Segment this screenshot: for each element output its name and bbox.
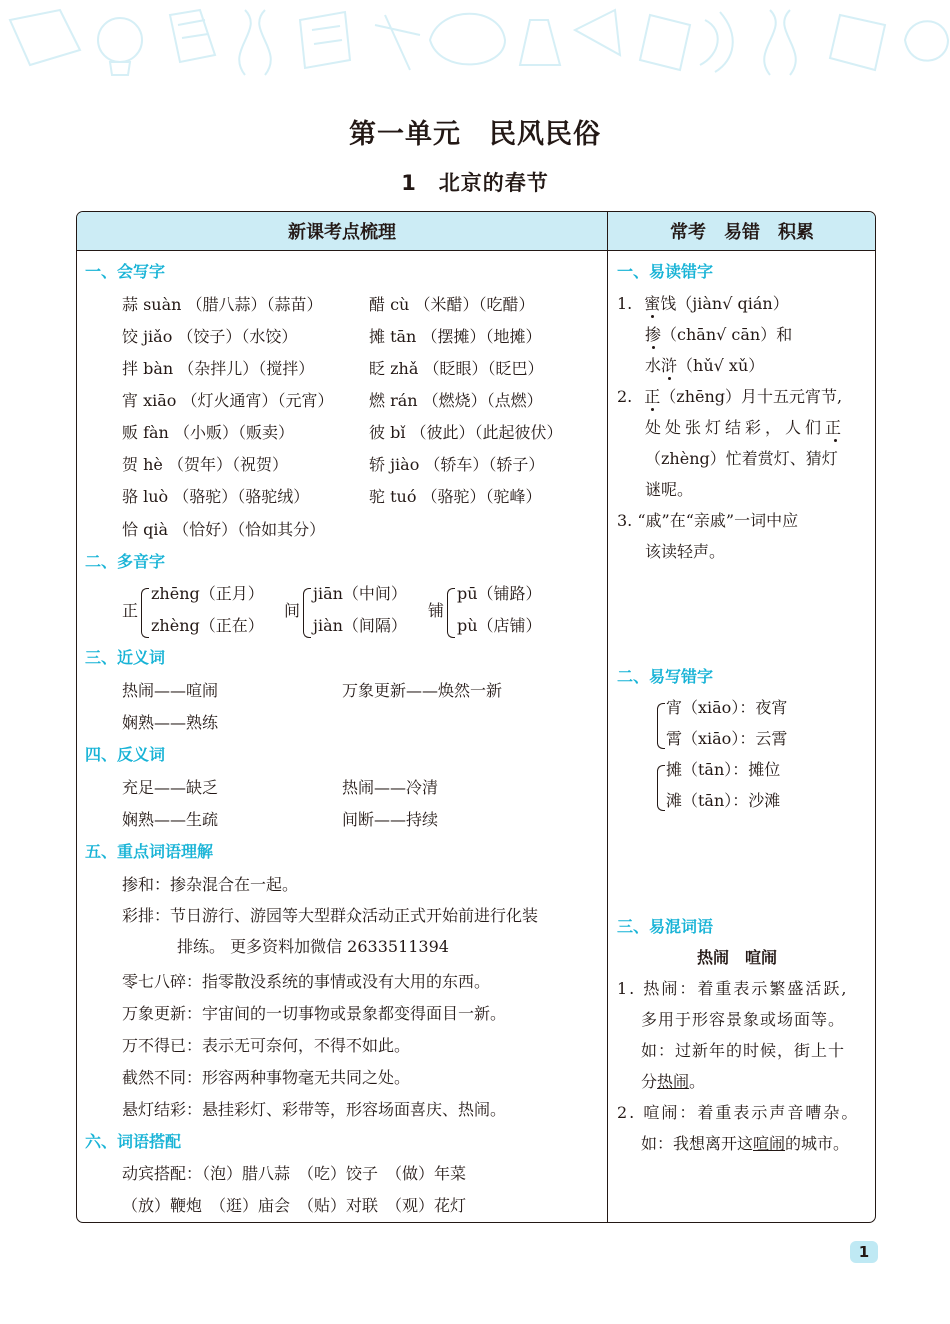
collocation-line: 动宾搭配：（泡）腊八蒜 （吃）饺子 （做）年菜 — [122, 1164, 467, 1183]
miswrite-item: 霄（xiāo）：云霄 — [666, 729, 788, 748]
synonym-pair: 万象更新——焕然一新 — [342, 681, 503, 700]
write-char-entry: 彼 bǐ （彼此）（此起彼伏） — [369, 423, 563, 442]
underlined-word: 热闹 — [657, 1072, 690, 1091]
misread-text: 谜呢。 — [645, 480, 694, 499]
dotted-char: 蜜 — [644, 294, 661, 313]
misread-text: 3. “戚”在“亲戚”一词中应 — [617, 511, 799, 530]
antonym-pair: 间断——持续 — [342, 810, 439, 829]
misread-item — [645, 355, 764, 377]
underlined-word: 喧闹 — [753, 1134, 786, 1153]
confusing-text: 1. 热闹：着重表示繁盛活跃, — [617, 979, 849, 998]
write-char-entry: 摊 tān （摆摊）（地摊） — [369, 327, 542, 346]
polyphone-reading: pù（店铺） — [457, 616, 542, 635]
write-char-entry: 恰 qià （恰好）（恰如其分） — [122, 520, 326, 539]
polyphone-reading: jiān（中间） — [313, 584, 407, 603]
dotted-char: 正 — [825, 418, 846, 437]
section-title-write-chars: 一、会写字 — [85, 262, 166, 281]
word-definition: 万不得已：表示无可奈何，不得不如此。 — [122, 1036, 411, 1055]
polyphone-char: 间 — [284, 601, 301, 620]
section-title-antonyms: 四、反义词 — [85, 745, 166, 764]
antonym-pair: 热闹——冷清 — [342, 778, 439, 797]
collocation-line: （放）鞭炮 （逛）庙会 （贴）对联 （观）花灯 — [122, 1196, 467, 1215]
confusing-text: 多用于形容景象或场面等。 — [641, 1010, 846, 1029]
misread-item — [645, 324, 792, 346]
confusing-example — [641, 1133, 849, 1155]
misread-text: （chān√ cān）和 — [661, 325, 793, 344]
miswrite-item: 宵（xiāo）：夜宵 — [666, 698, 788, 717]
miswrite-item: 摊（tān）：摊位 — [666, 760, 781, 779]
polyphone-reading: zhēng（正月） — [151, 584, 264, 603]
polyphone-reading: jiàn（间隔） — [313, 616, 407, 635]
item-number: 1. — [617, 294, 633, 313]
polyphone-brace — [141, 588, 149, 638]
write-char-entry: 轿 jiào （轿车）（轿子） — [369, 455, 545, 474]
misread-text: （zhēng）月十五元宵节, — [660, 387, 843, 406]
decorative-header-pattern — [0, 0, 950, 95]
word-definition: 掺和：掺杂混合在一起。 — [122, 875, 299, 894]
misread-text: （zhèng）忙着赏灯、猜灯 — [645, 449, 838, 468]
misread-item — [617, 293, 789, 315]
section-title-polyphones: 二、多音字 — [85, 552, 166, 571]
write-char-entry: 燃 rán （燃烧）（点燃） — [369, 391, 543, 410]
section-title-misread: 一、易读错字 — [617, 262, 714, 281]
page-number: 1 — [850, 1241, 878, 1263]
column-divider — [607, 212, 608, 1223]
confusing-text: 分 — [641, 1072, 658, 1091]
misread-item — [617, 386, 842, 408]
polyphone-char: 正 — [122, 601, 139, 620]
miswrite-brace — [657, 703, 665, 749]
section-title-miswrite: 二、易写错字 — [617, 667, 714, 686]
write-char-entry: 贺 hè （贺年）（祝贺） — [122, 455, 288, 474]
right-column-header: 常考 易错 积累 — [608, 212, 876, 251]
misread-text: 该读轻声。 — [645, 542, 726, 561]
word-definition: 悬灯结彩：悬挂彩灯、彩带等，形容场面喜庆、热闹。 — [122, 1100, 507, 1119]
confusing-text: 如：过新年的时候，街上十 — [641, 1041, 846, 1060]
antonym-pair: 充足——缺乏 — [122, 778, 219, 797]
confusing-text: 。 — [689, 1072, 706, 1091]
confusing-example — [641, 1071, 705, 1093]
study-table — [76, 211, 876, 1223]
confusing-text: 如：我想离开这 — [641, 1134, 754, 1153]
word-definition: 截然不同：形容两种事物毫无共同之处。 — [122, 1068, 411, 1087]
misread-item — [645, 417, 845, 439]
write-char-entry: 眨 zhǎ （眨眼）（眨巴） — [369, 359, 544, 378]
misread-text: 水 — [645, 356, 662, 375]
confusing-text: 2. 喧闹：着重表示声音嘈杂。 — [617, 1103, 860, 1122]
section-title-synonyms: 三、近义词 — [85, 648, 166, 667]
item-number: 2. — [617, 387, 633, 406]
polyphone-brace — [303, 588, 311, 638]
section-title-confusing: 三、易混词语 — [617, 917, 714, 936]
polyphone-char: 铺 — [428, 601, 445, 620]
synonym-pair: 娴熟——熟练 — [122, 713, 219, 732]
write-char-entry: 饺 jiǎo （饺子）（水饺） — [122, 327, 298, 346]
write-char-entry: 宵 xiāo （灯火通宵）（元宵） — [122, 391, 334, 410]
unit-title: 第一单元 民风民俗 — [349, 119, 601, 150]
misread-text: 饯（jiàn√ qián） — [660, 294, 789, 313]
word-definition: 零七八碎：指零散没系统的事情或没有大用的东西。 — [122, 972, 491, 991]
dotted-char: 正 — [644, 387, 661, 406]
misread-text: 处处张灯结彩，人们 — [645, 418, 826, 437]
section-title-key-words: 五、重点词语理解 — [85, 842, 214, 861]
miswrite-item: 滩（tān）：沙滩 — [666, 791, 781, 810]
misread-text: （hǔ√ xǔ） — [677, 356, 765, 375]
write-char-entry: 拌 bàn （杂拌儿）（搅拌） — [122, 359, 315, 378]
word-definition-continuation: 排练。 更多资料加微信 2633511394 — [177, 937, 449, 956]
confusing-subtitle: 热闹 喧闹 — [697, 948, 778, 967]
section-title-collocations: 六、词语搭配 — [85, 1132, 182, 1151]
confusing-text: 的城市。 — [785, 1134, 850, 1153]
write-char-entry: 蒜 suàn （腊八蒜）（蒜苗） — [122, 295, 323, 314]
dotted-char: 浒 — [661, 356, 678, 375]
polyphone-brace — [447, 588, 455, 638]
word-definition: 万象更新：宇宙间的一切事物或景象都变得面目一新。 — [122, 1004, 507, 1023]
antonym-pair: 娴熟——生疏 — [122, 810, 219, 829]
write-char-entry: 贩 fàn （小贩）（贩卖） — [122, 423, 294, 442]
left-column-header: 新课考点梳理 — [77, 212, 607, 251]
miswrite-brace — [657, 765, 665, 811]
write-char-entry: 驼 tuó （骆驼）（驼峰） — [369, 487, 542, 506]
dotted-char: 掺 — [645, 325, 662, 344]
polyphone-reading: pū（铺路） — [457, 584, 542, 603]
write-char-entry: 醋 cù （米醋）（吃醋） — [369, 295, 535, 314]
lesson-title: 1 北京的春节 — [401, 171, 549, 195]
synonym-pair: 热闹——喧闹 — [122, 681, 219, 700]
polyphone-reading: zhèng（正在） — [151, 616, 264, 635]
write-char-entry: 骆 luò （骆驼）（骆驼绒） — [122, 487, 310, 506]
word-definition: 彩排：节日游行、游园等大型群众活动正式开始前进行化装 — [122, 906, 539, 925]
